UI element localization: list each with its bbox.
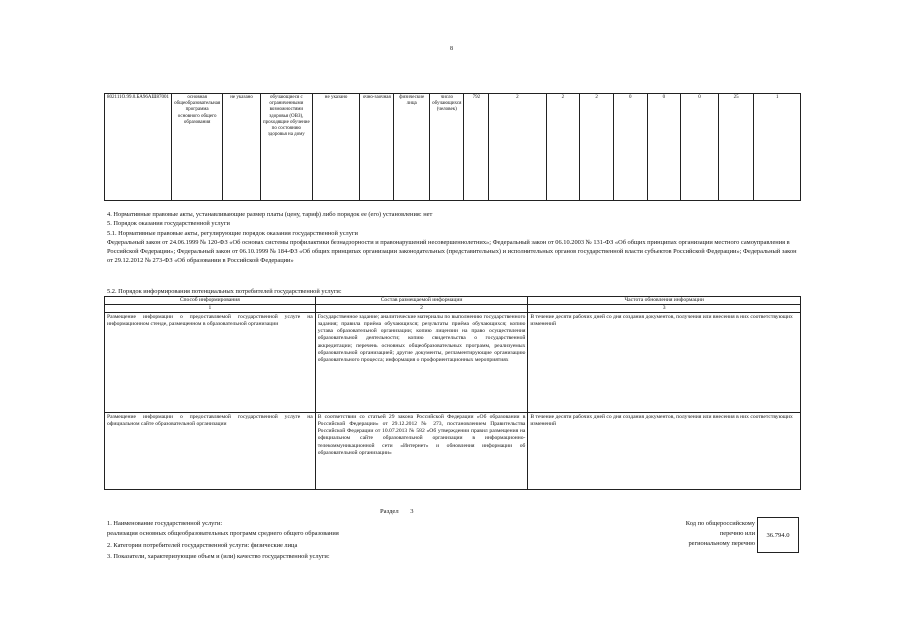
frequency-cell: В течение десяти рабочих дней со дня создания документов, получения или внесения в них соответствующих изменений <box>528 313 801 413</box>
table-cell: 25 <box>718 94 754 201</box>
table-number-row <box>105 305 801 313</box>
consumer-categories: 2. Категории потребителей государственной услуги: физические лица <box>107 542 298 549</box>
method-cell: Размещение информации о предоставляемой государственной услуге на информационном стенде, размещенном в образовательной организации <box>105 313 316 413</box>
column-number: 2 <box>315 305 528 313</box>
laws-paragraph: Федеральный закон от 24.06.1999 № 120-ФЗ «Об основах системы профилактики безнадзорности и правонарушений несовершеннолетних»; Федеральный закон от 06.10.2003 № 131-ФЗ «Об общих принципах организации местного самоуправления в Российской Федерации»; Федеральный закон от 06.10.1999 № 184-ФЗ «Об общих принципах организации законодательных (представительных) и исполнительных органов государственной власти субъектов Российской Федерации»; Федеральный закон от 29.12.2012 № 273-ФЗ «Об образовании в Российской Федерации» <box>107 239 797 264</box>
column-header: Состав размещаемой информации <box>315 297 528 305</box>
code-label-line: Код по общероссийскому <box>685 520 755 527</box>
section-number: 3 <box>410 508 414 515</box>
section-5-heading: 5. Порядок оказания государственной услуги <box>107 220 230 227</box>
table-cell: 2 <box>546 94 580 201</box>
table-cell: 802111О.99.0.БА96АШ87001 <box>105 94 172 201</box>
content-cell: В соответствии со статьей 29 закона Российской Федерации «Об образовании в Российской Федерации» от 29.12.2012 № 273, постановлением Правительства Российской Федерации от 10.07.2013 № 582 «Об утверждении правил размещения на официальном сайте образовательной организации в информационно-телекоммуникационной сети «Интернет» и обновления информации об образовательной организации» <box>315 413 528 490</box>
table-cell: обучающиеся с ограниченными возможностями здоровья (ОВЗ), проходящие обучение по состоянию здоровья на дому <box>260 94 312 201</box>
content-cell: Государственное задание; аналитические материалы по выполнению государственного задания; правила приёма обучающихся; результаты приёма обучающихся; копию устава образовательной организации; копию лицензии на право осуществления образовательной деятельности; копию свидетельства о государственной аккредитации; перечень основных общеобразовательных программ, реализуемых образовательной организацией; другие документы, регламентирующие организацию образовательного процесса; информация о профориентационных мероприятиях <box>315 313 528 413</box>
table-row <box>105 313 801 413</box>
volume-indicators-table <box>104 93 801 201</box>
table-cell: основная общеобразовательная программа основного общего образования <box>172 94 223 201</box>
column-header: Частота обновления информации <box>528 297 801 305</box>
frequency-cell: В течение десяти рабочих дней со дня создания документов, получения или внесения в них соответствующих изменений <box>528 413 801 490</box>
method-cell: Размещение информации о предоставляемой государственной услуге на официальном сайте образовательной организации <box>105 413 316 490</box>
table-row <box>105 94 801 201</box>
section-title <box>380 508 414 515</box>
section-5-1-heading: 5.1. Нормативные правовые акты, регулирующие порядок оказания государственной услуги <box>107 230 358 237</box>
section-label: Раздел <box>380 508 399 515</box>
table-header-row <box>105 297 801 305</box>
service-name-value: реализация основных общеобразовательных программ среднего общего образования <box>107 530 339 537</box>
table-cell: 2 <box>489 94 546 201</box>
table-cell: число обучающихся (человек) <box>430 94 464 201</box>
column-number: 1 <box>105 305 316 313</box>
section-5-2-heading: 5.2. Порядок информирования потенциальных потребителей государственной услуги: <box>107 288 342 295</box>
code-box: 36.794.0 <box>757 517 799 553</box>
table-row <box>105 413 801 490</box>
table-cell: не указано <box>223 94 261 201</box>
page-number: 8 <box>450 46 453 52</box>
column-header: Способ информирования <box>105 297 316 305</box>
service-name-label: 1. Наименование государственной услуги: <box>107 520 223 527</box>
information-table <box>104 296 801 490</box>
table-cell: 0 <box>647 94 681 201</box>
table-cell: 0 <box>613 94 647 201</box>
table-cell: 792 <box>464 94 489 201</box>
table-cell: физические лица <box>394 94 430 201</box>
table-cell: очно-заочная <box>360 94 394 201</box>
indicators-heading: 3. Показатели, характеризующие объем и (или) качество государственной услуги: <box>107 553 330 560</box>
table-cell: не указано <box>312 94 360 201</box>
table-cell: 1 <box>754 94 801 201</box>
table-cell: 0 <box>681 94 719 201</box>
column-number: 3 <box>528 305 801 313</box>
code-label-line: региональному перечню <box>688 540 755 547</box>
code-label <box>686 519 755 549</box>
table-cell: 2 <box>580 94 614 201</box>
section-4-text: 4. Нормативные правовые акты, устанавливающие размер платы (цену, тариф) либо порядок ее (его) установления: нет <box>107 211 433 218</box>
code-label-line: перечню или <box>719 530 755 537</box>
